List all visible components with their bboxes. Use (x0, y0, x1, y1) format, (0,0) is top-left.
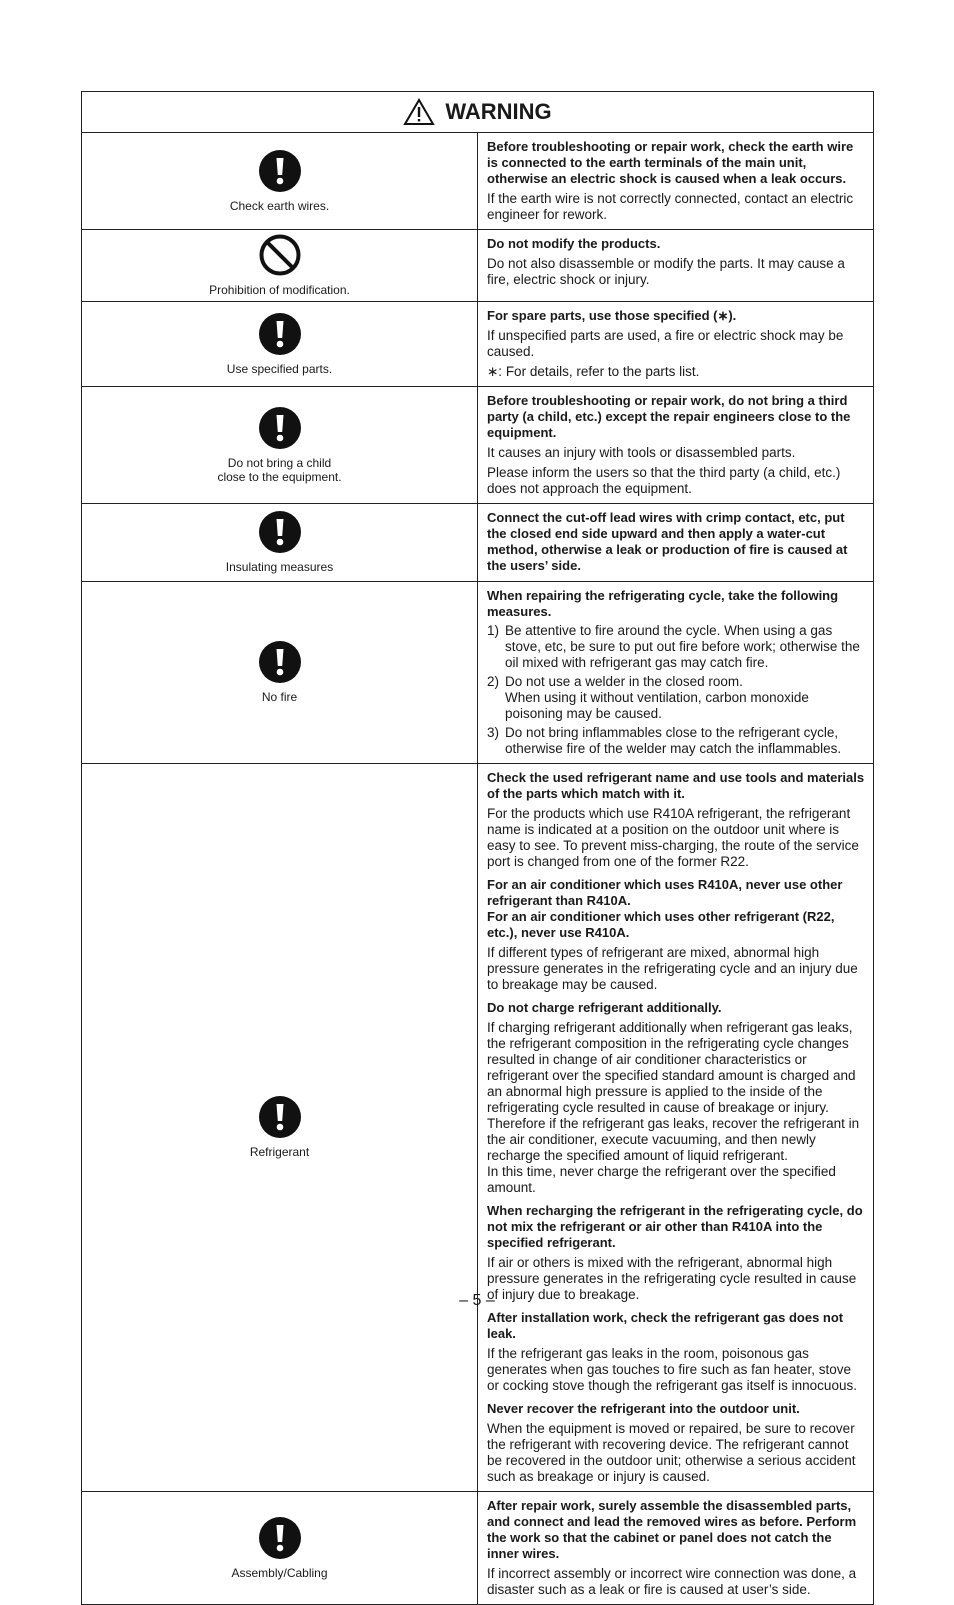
warning-text: If air or others is mixed with the refrigerant, abnormal high pressure generates in the refrigerating cycle resulted in cause of injury due to breakage. (487, 1255, 857, 1302)
warning-heading: Before troubleshooting or repair work, check the earth wire is connected to the earth terminals of the main unit, otherwise an electric shock is caused when a leak occurs. (487, 139, 854, 186)
warning-heading: Before troubleshooting or repair work, do not bring a third party (a child, etc.) except the repair engineers close to the equipment. (487, 393, 851, 440)
warning-text: If incorrect assembly or incorrect wire connection was done, a disaster such as a leak or fire is caused at user’s side. (487, 1566, 857, 1597)
icon-cell (82, 387, 478, 504)
exclamation-icon (259, 150, 301, 197)
text-cell (478, 133, 874, 230)
text-cell (478, 1492, 874, 1605)
icon-cell (82, 1492, 478, 1605)
text-cell (478, 764, 874, 1492)
warning-heading: Connect the cut-off lead wires with crimp contact, etc, put the closed end side upward and then apply a water-cut method, otherwise a leak or production of fire is caused at the users’ side. (487, 510, 848, 573)
warning-row (82, 582, 874, 764)
item-number: 3) (487, 725, 500, 740)
warning-header-row (82, 92, 874, 133)
numbered-item (487, 674, 865, 722)
warning-heading: When recharging the refrigerant in the refrigerating cycle, do not mix the refrigerant or air other than R410A into the specified refrigerant. (487, 1203, 863, 1250)
warning-text: If the earth wire is not correctly connected, contact an electric engineer for rework. (487, 191, 854, 222)
warning-text: When the equipment is moved or repaired, be sure to recover the refrigerant with recovering device. The refrigerant cannot be recovered in the outdoor unit; otherwise a serious accident such as breakage or injury is caused. (487, 1421, 856, 1484)
text-cell (478, 582, 874, 764)
warning-row (82, 133, 874, 230)
warning-text: For the products which use R410A refrigerant, the refrigerant name is indicated at a position on the outdoor unit where is easy to see. To prevent miss-charging, the route of the service port is changed from one of the former R22. (487, 806, 859, 869)
icon-cell (82, 504, 478, 582)
warning-heading: Do not modify the products. (487, 236, 661, 251)
warning-heading: Check the used refrigerant name and use tools and materials of the parts which match with it. (487, 770, 865, 801)
warning-heading: Do not charge refrigerant additionally. (487, 1000, 722, 1015)
warning-text: It causes an injury with tools or disassembled parts. (487, 445, 796, 460)
exclamation-icon (259, 641, 301, 688)
item-text: Do not bring inflammables close to the refrigerant cycle, otherwise fire of the welder may catch the inflammables. (505, 725, 842, 756)
warning-heading: After installation work, check the refrigerant gas does not leak. (487, 1310, 844, 1341)
item-number: 2) (487, 674, 500, 689)
icon-caption: Check earth wires. (229, 198, 330, 213)
warning-row (82, 764, 874, 1492)
warning-row (82, 1492, 874, 1605)
icon-caption: Assembly/Cabling (231, 1565, 328, 1580)
item-text: Do not use a welder in the closed room. When using it without ventilation, carbon monoxide poisoning may be caused. (505, 674, 809, 721)
numbered-item (487, 623, 865, 671)
exclamation-icon (259, 313, 301, 360)
page-number: – 5 – (459, 1292, 495, 1309)
warning-title: WARNING (445, 99, 552, 124)
icon-caption: close to the equipment. (217, 469, 342, 484)
warning-text: If charging refrigerant additionally when refrigerant gas leaks, the refrigerant composition in the refrigerating cycle changes resulted in change of air conditioner characteristics or refrigerant over the specified standard amount is charged and an abnormal high pressure is applied to the inside of the refrigerating cycle resulted in cause of breakage or injury. Therefore if the refrigerant gas leaks, recover the refrigerant in the air conditioner, execute vacuuming, and then newly recharge the specified amount of liquid refrigerant. In this time, never charge the refrigerant over the specified amount. (487, 1020, 860, 1195)
warning-text: If the refrigerant gas leaks in the room, poisonous gas generates when gas touches to fire such as fan heater, stove or cocking stove though the refrigerant gas itself is innocuous. (487, 1346, 857, 1393)
icon-cell (82, 230, 478, 302)
icon-caption: No fire (261, 690, 298, 704)
icon-caption: Prohibition of modification. (209, 283, 350, 297)
icon-cell (82, 133, 478, 230)
exclamation-icon (259, 1096, 301, 1143)
warning-row (82, 302, 874, 387)
warning-row (82, 387, 874, 504)
warning-heading: Never recover the refrigerant into the outdoor unit. (487, 1401, 800, 1416)
warning-heading: For an air conditioner which uses R410A, never use other refrigerant than R410A. For an air conditioner which uses other refrigerant (R22, etc.), never use R410A. (487, 877, 843, 940)
numbered-item (487, 725, 865, 757)
warning-text: If unspecified parts are used, a fire or electric shock may be caused. (487, 328, 844, 359)
text-cell (478, 387, 874, 504)
warning-text: Please inform the users so that the third party (a child, etc.) does not approach the equipment. (487, 465, 841, 496)
icon-caption: Do not bring a child (227, 455, 332, 470)
warning-row (82, 230, 874, 302)
icon-caption: Insulating measures (225, 560, 334, 574)
warning-table (81, 91, 874, 1605)
warning-heading: For spare parts, use those specified (∗). (487, 308, 737, 323)
exclamation-icon (259, 407, 301, 454)
exclamation-icon (259, 1517, 301, 1564)
prohibition-icon (259, 234, 301, 281)
warning-header (82, 92, 874, 133)
text-cell (478, 504, 874, 582)
warning-text: ∗: For details, refer to the parts list. (487, 364, 700, 379)
icon-caption: Refrigerant (249, 1145, 310, 1159)
warning-text: If different types of refrigerant are mixed, abnormal high pressure generates in the refrigerating cycle and an injury due to breakage may be caused. (487, 945, 858, 992)
item-number: 1) (487, 623, 500, 638)
text-cell (478, 302, 874, 387)
warning-text: Do not also disassemble or modify the parts. It may cause a fire, electric shock or injury. (487, 256, 845, 287)
icon-cell (82, 302, 478, 387)
warning-triangle-icon (403, 98, 435, 126)
icon-caption: Use specified parts. (226, 361, 333, 376)
text-cell (478, 230, 874, 302)
exclamation-icon (259, 511, 301, 558)
item-text: Be attentive to fire around the cycle. When using a gas stove, etc, be sure to put out fire before work; otherwise the oil mixed with refrigerant gas may catch fire. (505, 623, 860, 670)
icon-cell (82, 582, 478, 764)
warning-row (82, 504, 874, 582)
icon-cell (82, 764, 478, 1492)
warning-heading: After repair work, surely assemble the disassembled parts, and connect and lead the removed wires as before. Perform the work so that the cabinet or panel does not catch the inner wires. (487, 1498, 857, 1561)
warning-heading: When repairing the refrigerating cycle, take the following measures. (487, 588, 839, 619)
